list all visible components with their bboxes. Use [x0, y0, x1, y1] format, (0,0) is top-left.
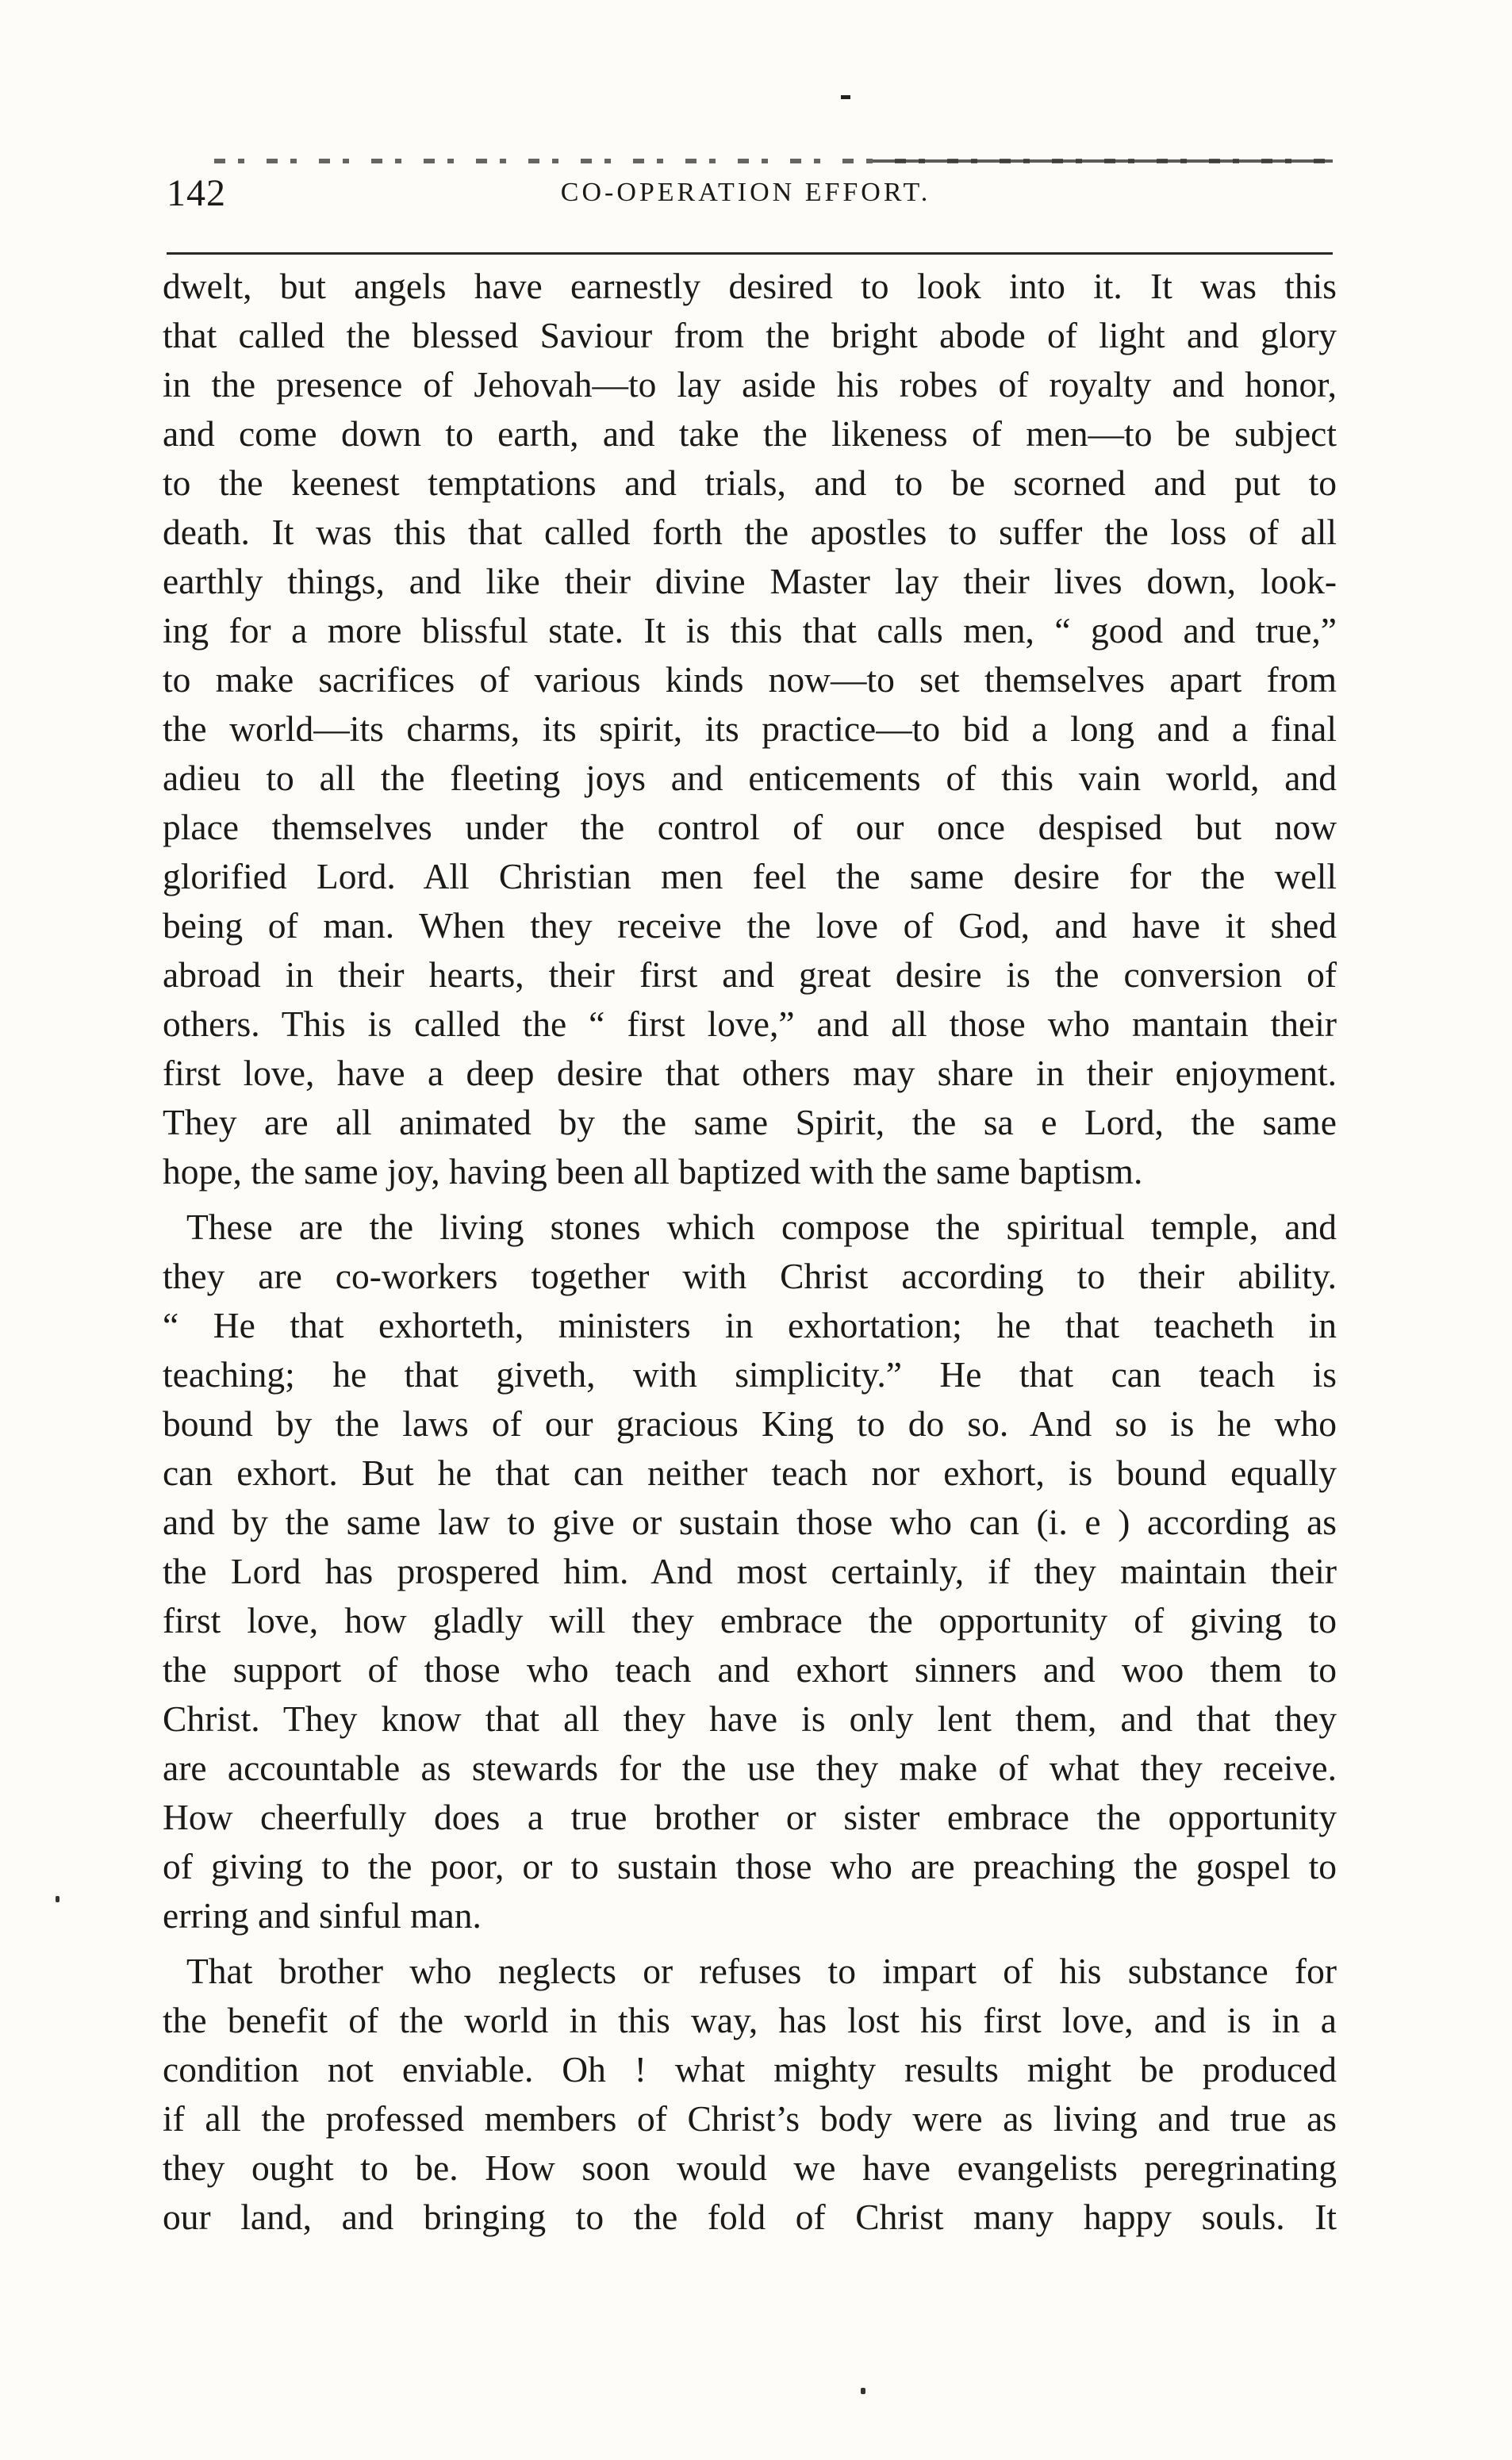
text-line: place themselves under the control of our once despised but now [163, 807, 1337, 847]
ink-speck [861, 2388, 865, 2394]
running-head: CO-OPERATION EFFORT. [560, 178, 931, 207]
text-line: in the presence of Jehovah—to lay aside his robes of royalty and honor, [163, 364, 1337, 405]
text-line: first love, have a deep desire that others may share in their enjoyment. [163, 1053, 1337, 1093]
ink-speck [56, 1896, 59, 1902]
text-line: glorified Lord. All Christian men feel the same desire for the well [163, 856, 1337, 896]
ink-mark-top [841, 95, 850, 99]
page-number: 142 [167, 172, 226, 214]
text-line: ing for a more blissful state. It is this that calls men, “ good and true,” [163, 610, 1337, 650]
paragraph [163, 262, 1337, 1196]
text-line: dwelt, but angels have earnestly desired to look into it. It was this [163, 266, 1337, 306]
text-line: if all the professed members of Christ’s body were as living and true as [163, 2098, 1337, 2139]
text-line: condition not enviable. Oh ! what mighty results might be produced [163, 2049, 1337, 2090]
text-line: bound by the laws of our gracious King to do so. And so is he who [163, 1403, 1337, 1444]
text-line: death. It was this that called forth the apostles to suffer the loss of all [163, 512, 1337, 552]
text-line: others. This is called the “ first love,” and all those who mantain their [163, 1004, 1337, 1044]
text-line: and come down to earth, and take the likeness of men—to be subject [163, 413, 1337, 454]
text-line: to make sacrifices of various kinds now—to set themselves apart from [163, 659, 1337, 700]
text-line: earthly things, and like their divine Master lay their lives down, look- [163, 561, 1337, 601]
paragraph [163, 1203, 1337, 1940]
text-line: first love, how gladly will they embrace the opportunity of giving to [163, 1600, 1337, 1641]
text-line: that called the blessed Saviour from the bright abode of light and glory [163, 315, 1337, 355]
text-line: hope, the same joy, having been all baptized with the same baptism. [163, 1151, 1143, 1192]
text-line: can exhort. But he that can neither teach nor exhort, is bound equally [163, 1453, 1337, 1493]
text-line: the Lord has prospered him. And most certainly, if they maintain their [163, 1551, 1337, 1591]
text-line: These are the living stones which compose the spiritual temple, and [186, 1207, 1337, 1247]
text-line: That brother who neglects or refuses to impart of his substance for [186, 1951, 1337, 1991]
text-line: to the keenest temptations and trials, and to be scorned and put to [163, 462, 1337, 503]
text-line: teaching; he that giveth, with simplicity.” He that can teach is [163, 1354, 1337, 1395]
print-rule-top [873, 159, 1333, 163]
header-rule [167, 252, 1333, 255]
text-line: being of man. When they receive the love of God, and have it shed [163, 905, 1337, 946]
text-line: the benefit of the world in this way, has lost his first love, and is in a [163, 2000, 1337, 2040]
text-line: our land, and bringing to the fold of Christ many happy souls. It [163, 2197, 1337, 2237]
text-line: Christ. They know that all they have is only lent them, and that they [163, 1698, 1337, 1739]
text-line: of giving to the poor, or to sustain those who are preaching the gospel to [163, 1846, 1337, 1886]
text-line: adieu to all the fleeting joys and enticements of this vain world, and [163, 758, 1337, 798]
text-line: erring and sinful man. [163, 1895, 482, 1936]
text-line: “ He that exhorteth, ministers in exhortation; he that teacheth in [163, 1305, 1337, 1345]
text-line: they are co-workers together with Christ according to their ability. [163, 1256, 1337, 1296]
text-line: abroad in their hearts, their first and great desire is the conversion of [163, 954, 1337, 995]
text-line: they ought to be. How soon would we have evangelists peregrinating [163, 2147, 1337, 2188]
text-line: How cheerfully does a true brother or sister embrace the opportunity [163, 1797, 1337, 1837]
paragraph [163, 1947, 1337, 2242]
text-line: the support of those who teach and exhort sinners and woo them to [163, 1649, 1337, 1690]
text-line: and by the same law to give or sustain those who can (i. e ) according as [163, 1502, 1337, 1542]
body-text [163, 262, 1337, 2242]
text-line: the world—its charms, its spirit, its practice—to bid a long and a final [163, 708, 1337, 749]
text-line: are accountable as stewards for the use they make of what they receive. [163, 1748, 1337, 1788]
text-line: They are all animated by the same Spirit, the sa e Lord, the same [163, 1102, 1337, 1142]
page-header [159, 171, 1333, 227]
paragraph-gap [163, 1940, 1337, 1947]
paragraph-gap [163, 1196, 1337, 1203]
